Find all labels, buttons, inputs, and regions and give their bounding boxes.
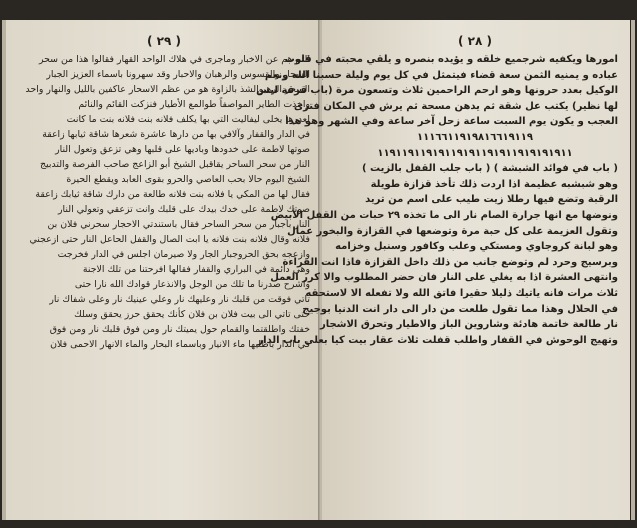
text-line: النار من سحر الساحر يقاقبل الشيخ أبو الزاعج صاحب الفرصة والتدبيج	[39, 159, 310, 170]
right-page	[256, 20, 630, 520]
text-line: وهو لبانة كروجاوي ومستكي وعلب وكافور وسنبل وخزامه	[335, 241, 618, 253]
text-line: وتقول العزيمة على كل حبة مرة وتوضعها في القزازة والبخور عمال	[287, 225, 618, 237]
text-line: صوتها لاطمة على خدودها وباديها على قلبها وهي تزعق وتعول النار	[55, 144, 310, 155]
text-line: نار طالعة خاتمة هادئة وشاروين الباز والاطيار وتحرق الاشجار	[319, 319, 618, 331]
text-line: وهي دائمة في البراري والقفار فقالها افرحتنا من تلك الاجنة	[82, 264, 310, 275]
text-line: ونوضها مع انها جرارة الصام نار الى ما تخذه ٢٩ حبات من القفل الأبيض	[270, 209, 618, 221]
text-line: التم هم عن الاخبار وماجرى في هلاك الواحد القهار فقالوا هذا من سحر	[38, 54, 310, 65]
text-line: حتى تاتي الى بيت فلان بن فلان كأنك يحقق حرز يحقق وسلك	[74, 309, 310, 320]
text-line: في الدار باطليها ماء الانيار وباسماء البحار والماء الانهار الاحمى فلان	[50, 339, 310, 350]
text-line: الشيخ اليوم حالا بحب العاصي والحرو بقوى العابد ويقطع الحيرة	[66, 174, 310, 185]
section-headings: ( باب في فوائد الشبشة ) ( باب جلب القفل بالزيت )	[361, 163, 618, 175]
text-line: لها نظير) يكتب عل شقة ثم يدهن مسحة ثم يرش في المكان فترى	[293, 100, 618, 112]
text-line: فقال لها من المكي يا فلانه بنت فلانه طالعة من دارك شاقة ثيابك زاعقة	[35, 189, 310, 200]
right-page-edge	[631, 20, 635, 520]
text-line: في الحلال وهذا مما تقول طلعت من دار الى دار انت الدنيا بوجيج	[302, 303, 618, 315]
text-line: صوتك لاطمة على خدك بيدك على قلبك وانت تزعقي وتعولي النار	[58, 204, 310, 215]
left-page-number: ( ٢٩ )	[147, 34, 181, 48]
text-line: الرقبة وتضع فيها رطلا زيت طيب على اسم من تريد	[365, 194, 618, 206]
text-line: وازعجه بحق الحروجبار الجار ولا صيرمان اجلس في الدار فخرجت	[57, 249, 310, 260]
text-line: وانتهى العشرة اذا به يغلي على النار فان حضر المطلوب والا كرر العمل	[270, 272, 618, 284]
text-line: واشرح صدرنا ما تلك من الوجل والانذعار قوادك الله نارا حتى	[74, 279, 310, 290]
text-line: الوكيل بعدد حرونها وهو ارحم الراحمين ثلاث وتسعون مرة (باب قرقة ليس	[256, 85, 618, 97]
text-line: واخذت الطاير المواصفاً طوالمع الأطيار فنزكت القائم والنائم	[78, 99, 310, 110]
text-line: ثلاث مرات فانه ياتيك ذليلا حقيرا فاتق الله ولا تفعله الا لاستحقه	[305, 287, 618, 299]
text-line: امورها ويكفيه شرجميع خلقه و يؤيده بنصره و يلقي محبته في قلوب	[284, 54, 618, 65]
magic-number-row: ١١٩١١٩١١٩١٩١١٩١٩١١٩١٩١١٩١٩١٩١٩١١	[377, 147, 573, 159]
text-line: تاتي فوقت من قلبك نار وعليهك نار وعلي عينيك نار وعلى شفاك نار	[49, 294, 310, 305]
right-page-number: ( ٢٨ )	[458, 34, 492, 48]
text-line: وتهيج الوحوش في القفار واطلب قفلت ثلاث عقار بيت كيا بعلى باب الدار	[257, 334, 618, 346]
text-line: خفتك واطلقتما والقمام حول يميتك نار ومن فوق قلبك نار ومن فوق	[49, 324, 310, 335]
text-line: السحر الرهيوالشذ بالزاوة هو من عظم الاسحار عاكفين بالليل والنهار واحد	[25, 84, 310, 95]
text-line: وبرسيج وحرد لم وتوضع جانب من ذلك داخل القزازة فاذا انت القراءة	[282, 256, 618, 268]
text-line: فلانه وقال فلانه بنت فلانه يا ابت الصال والقفل الحاعل النار حتى ازعجني	[29, 234, 310, 245]
text-line: في الدار والقفار وآلافي بها من دارها عاشرة شعرها شاقة ثيابها زاعقة	[42, 129, 310, 140]
text-line: عباده و يمنيه الثمن سعة قضاء فيتمثل في كل يوم وليلة حسبنا الله ونعم	[264, 69, 618, 81]
text-line: السحار والقسوس والرهبان والاحبار وقد سهرونا باسماء العزيز الجبار	[46, 69, 310, 80]
text-line: وهو شبشبه عظيمة اذا اردت ذلك تأخذ قزازة طويلة	[370, 178, 618, 190]
right-page-text	[256, 52, 618, 348]
text-line: العجب و يكون يوم السبت ساعة زحل آخر ساعة وفي الشهر وهو هذا	[285, 116, 618, 128]
text-line: لعدرها يخلى ليفاليت التي بها يكلف فلانه بنت فلانه بنت ما كانت	[66, 114, 310, 125]
magic-number-row: ١١١٦٦١١٩١٩٨١٦٦١٩١١٩	[417, 131, 533, 143]
text-line: النار باجبار من سحر الساحر فقال باستندتي الاحجار سحرني فلان بن	[47, 219, 310, 230]
